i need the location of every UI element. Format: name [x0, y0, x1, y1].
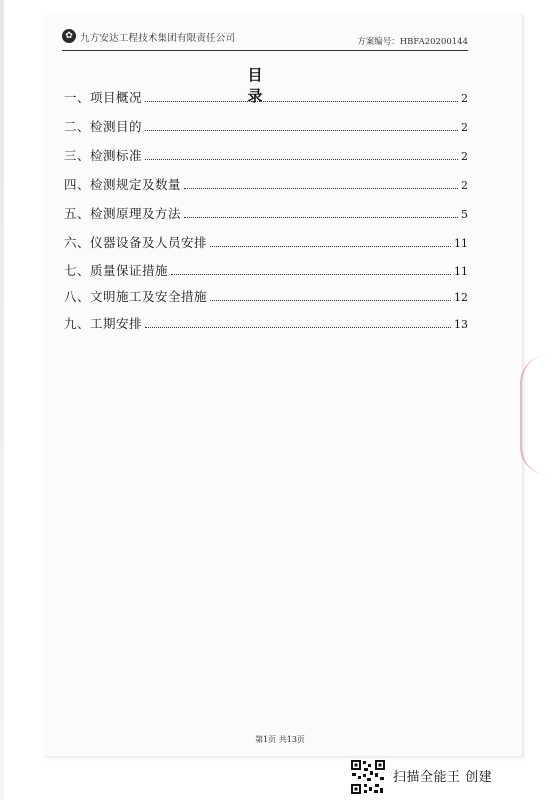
company-logo-icon: ✿	[62, 29, 76, 43]
toc-item[interactable]	[64, 285, 468, 305]
toc-item-page: 5	[461, 208, 468, 221]
toc-item-page: 11	[454, 237, 468, 250]
camscanner-watermark: 扫描全能王 创建	[393, 770, 493, 785]
toc-title: 目 录	[247, 66, 283, 105]
toc-leader-dots	[210, 299, 451, 301]
page-header	[62, 28, 468, 51]
toc-item-page: 13	[454, 318, 468, 331]
toc-leader-dots	[184, 216, 458, 218]
toc-item-page: 2	[461, 121, 468, 134]
toc-item-page: 2	[461, 92, 468, 105]
toc-item-page: 2	[461, 150, 468, 163]
toc-item[interactable]	[64, 259, 468, 279]
toc-item[interactable]	[64, 86, 468, 106]
toc-item[interactable]	[64, 173, 468, 193]
plan-number: 方案编号：HBFA20200144	[357, 37, 468, 47]
toc-item-page: 11	[454, 265, 468, 278]
toc-item-label: 二、检测目的	[64, 119, 143, 134]
toc-item-page: 2	[461, 179, 468, 192]
toc-leader-dots	[145, 100, 458, 102]
toc-item-label: 七、质量保证措施	[64, 263, 169, 278]
toc-item[interactable]	[64, 115, 468, 135]
toc-leader-dots	[145, 158, 458, 160]
toc-leader-dots	[145, 129, 458, 131]
toc-item-page: 12	[454, 291, 468, 304]
toc-item[interactable]	[64, 144, 468, 164]
toc-leader-dots	[210, 245, 451, 247]
scan-edge	[0, 0, 4, 800]
toc-item-label: 六、仪器设备及人员安排	[64, 235, 208, 250]
company-name: 九方安达工程技术集团有限责任公司	[80, 33, 236, 44]
toc-leader-dots	[171, 273, 451, 275]
toc-item-label: 五、检测原理及方法	[64, 206, 182, 221]
seal-stamp-edge	[520, 355, 548, 475]
toc-item-label: 一、项目概况	[64, 90, 143, 105]
toc-item[interactable]	[64, 202, 468, 222]
toc-leader-dots	[145, 326, 451, 328]
toc-item-label: 九、工期安排	[64, 316, 143, 331]
toc-item[interactable]	[64, 312, 468, 332]
page-number: 第1页 共13页	[255, 735, 305, 744]
toc-item-label: 四、检测规定及数量	[64, 177, 182, 192]
toc-item-label: 八、文明施工及安全措施	[64, 289, 208, 304]
toc-leader-dots	[184, 187, 458, 189]
qr-code-icon	[350, 759, 386, 795]
toc-item-label: 三、检测标准	[64, 148, 143, 163]
toc-item[interactable]	[64, 231, 468, 251]
